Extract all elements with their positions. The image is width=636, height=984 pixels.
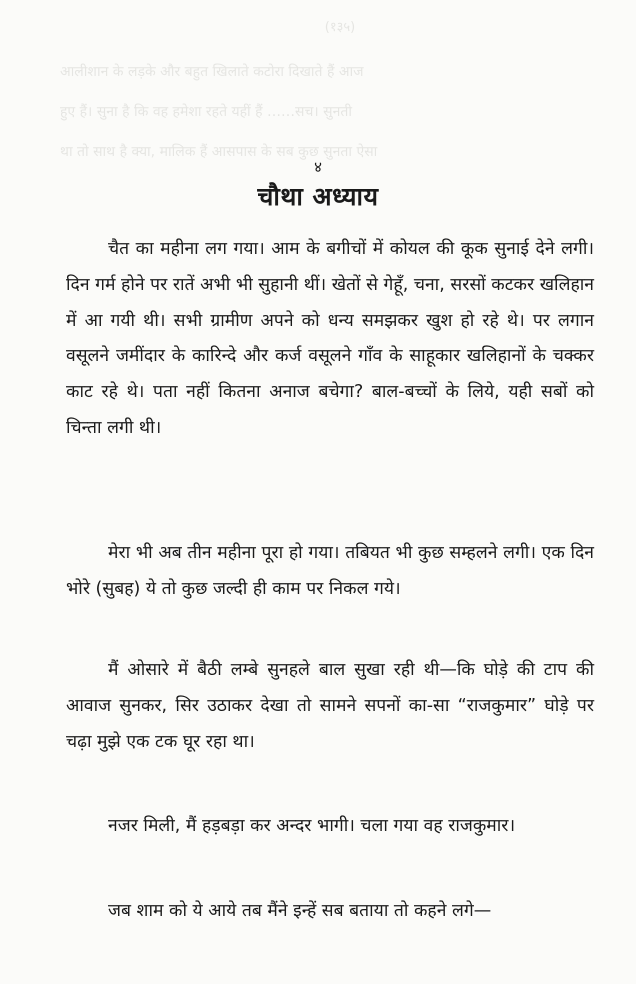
show-through-line: आलीशान के लड़के और बहुत खिलाते कटोरा दिखाते हैं आज: [60, 64, 364, 80]
show-through-line: हुए हैं। सुना है कि वह हमेशा रहते यहीं हैं ……सच। सुनती: [60, 104, 352, 120]
show-through-line: था तो साथ है क्या, मालिक हैं आसपास के सब कुछ सुनता ऐसा: [60, 144, 378, 160]
chapter-number: ४: [314, 158, 322, 176]
chapter-title: चौथा अध्याय: [257, 182, 379, 211]
show-through-page-number: (१३५): [324, 20, 356, 35]
paragraph: नजर मिली, मैं हड़बड़ा कर अन्दर भागी। चला गया वह राजकुमार।: [108, 816, 516, 836]
paragraph: चैत का महीना लग गया। आम के बगीचों में कोयल की कूक सुनाई देने लगी। दिन गर्म होने पर रातें अभी भी सुहानी थीं। खेतों से गेहूँ, चना, सरसों कटकर खलिहान में आ गयी थी। सभी ग्रामीण अपने को धन्य समझकर खुश हो रहे थे। पर लगान वसूलने जमींदार के कारिन्दे और कर्ज वसूलने गाँव के साहूकार खलिहानों के चक्कर काट रहे थे। पता नहीं कितना अनाज बचेगा? बाल-बच्चों के लिये, यही सबों को चिन्ता लगी थी।: [66, 239, 594, 438]
paragraph: जब शाम को ये आये तब मैंने इन्हें सब बताया तो कहने लगे—: [108, 901, 492, 921]
show-through-text: [60, 18, 620, 172]
paragraph: मेरा भी अब तीन महीना पूरा हो गया। तबियत भी कुछ सम्हलने लगी। एक दिन भोरे (सुबह) ये तो कुछ जल्दी ही काम पर निकल गये।: [66, 543, 594, 599]
paragraph: मैं ओसारे में बैठी लम्बे सुनहले बाल सुखा रही थी—कि घोड़े की टाप की आवाज सुनकर, सिर उठाकर देखा तो सामने सपनों का-सा “राजकुमार” घोड़े पर चढ़ा मुझे एक टक घूर रहा था।: [66, 660, 594, 752]
